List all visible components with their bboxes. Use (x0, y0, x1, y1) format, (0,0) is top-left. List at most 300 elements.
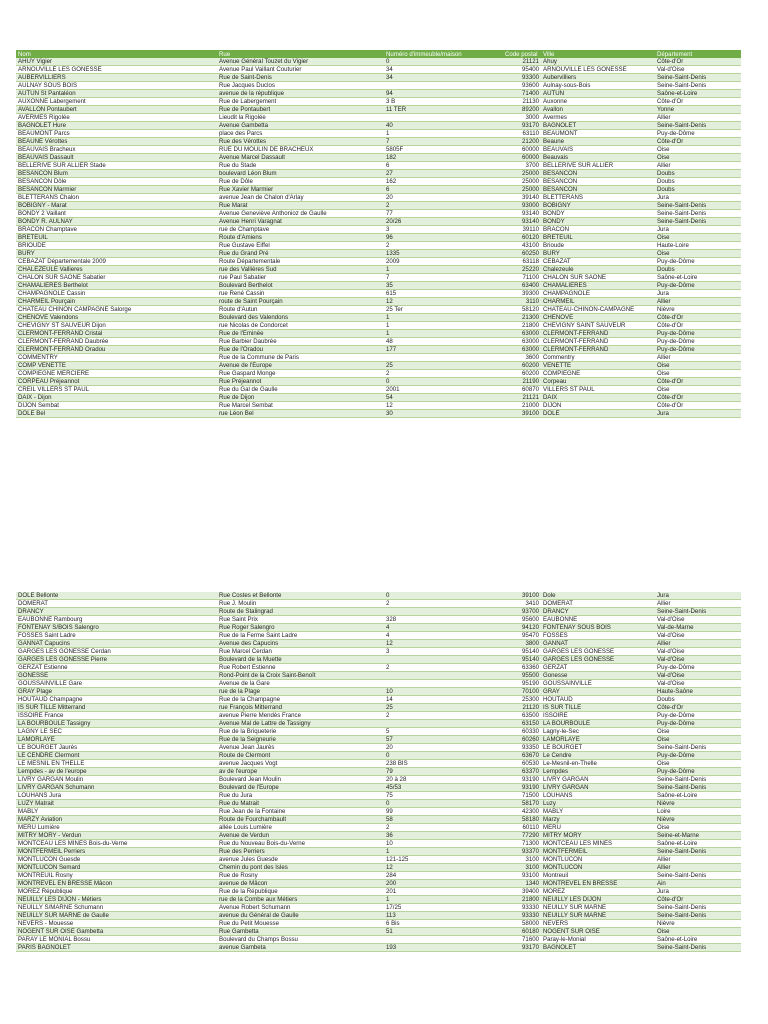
cell-departement: Saône-et-Loire (655, 840, 741, 848)
cell-numero: 201 (384, 888, 503, 896)
cell-departement: Oise (655, 736, 741, 744)
cell-departement: Oise (655, 824, 741, 832)
cell-nom: GERZAT Estienne (16, 664, 217, 672)
cell-numero (384, 720, 503, 728)
cell-code-postal: 95140 (503, 648, 541, 656)
cell-numero: 182 (384, 154, 503, 162)
cell-rue: Avenue de l'Europe (217, 362, 384, 370)
cell-ville: MONTLUCON (541, 856, 655, 864)
cell-nom: AHUY Vigier (16, 58, 217, 66)
table-row (16, 904, 741, 912)
cell-departement: Nièvre (655, 920, 741, 928)
table-row (16, 840, 741, 848)
cell-ville: DIJON (541, 402, 655, 410)
cell-numero: 51 (384, 928, 503, 936)
cell-rue: avenue du Général de Gaulle (217, 912, 384, 920)
cell-ville: Corpeau (541, 378, 655, 386)
cell-code-postal: 58180 (503, 816, 541, 824)
cell-departement: Puy-de-Dôme (655, 338, 741, 346)
table-row (16, 338, 741, 346)
cell-numero: 0 (384, 378, 503, 386)
cell-code-postal: 39100 (503, 410, 541, 418)
cell-rue: boulevard Léon Blum (217, 170, 384, 178)
table-row (16, 792, 741, 800)
store-list-table-1 (16, 50, 741, 418)
cell-nom: MONTFERMEIL Perriers (16, 848, 217, 856)
header-ville: Ville (541, 50, 655, 58)
cell-ville: Brioude (541, 242, 655, 250)
cell-departement: Puy-de-Dôme (655, 768, 741, 776)
cell-numero: 20 (384, 744, 503, 752)
cell-ville: GARGES LES GONESSE (541, 648, 655, 656)
cell-ville: BEAUVAIS (541, 146, 655, 154)
cell-rue: allée Louis Lumière (217, 824, 384, 832)
cell-ville: GARGES LES GONESSE (541, 656, 655, 664)
table-row (16, 282, 741, 290)
cell-numero: 3 (384, 226, 503, 234)
cell-numero: 25 (384, 362, 503, 370)
cell-numero: 20/26 (384, 218, 503, 226)
cell-nom: CLERMONT-FERRAND Daubrée (16, 338, 217, 346)
cell-code-postal: 63150 (503, 720, 541, 728)
cell-departement: Côte-d'Or (655, 378, 741, 386)
cell-numero: 54 (384, 394, 503, 402)
cell-rue: rue de Champtave (217, 226, 384, 234)
cell-nom: BESANCON Blum (16, 170, 217, 178)
cell-departement: Puy-de-Dôme (655, 664, 741, 672)
cell-ville: MOREZ (541, 888, 655, 896)
cell-departement: Seine-Saint-Denis (655, 608, 741, 616)
cell-rue: Avenue de Verdun (217, 832, 384, 840)
cell-departement: Loire (655, 808, 741, 816)
table-row (16, 362, 741, 370)
cell-rue: rue René Cassin (217, 290, 384, 298)
cell-nom: BRACON Champtave (16, 226, 217, 234)
store-list-table-2 (16, 592, 741, 952)
cell-nom: LAMORLAYE (16, 736, 217, 744)
cell-departement: Puy-de-Dôme (655, 282, 741, 290)
table-row (16, 776, 741, 784)
cell-nom: COMP VENETTE (16, 362, 217, 370)
cell-numero: 79 (384, 768, 503, 776)
cell-nom: CEBAZAT Départementale 2009 (16, 258, 217, 266)
cell-rue: Rue Marat (217, 202, 384, 210)
cell-code-postal: 21121 (503, 394, 541, 402)
cell-departement: Seine-Saint-Denis (655, 122, 741, 130)
cell-numero: 2 (384, 824, 503, 832)
cell-numero: 200 (384, 880, 503, 888)
cell-code-postal: 21130 (503, 98, 541, 106)
cell-code-postal: 60200 (503, 362, 541, 370)
cell-ville: IS SUR TILLE (541, 704, 655, 712)
table-row (16, 370, 741, 378)
cell-nom: DOMERAT (16, 600, 217, 608)
cell-departement: Jura (655, 592, 741, 600)
cell-ville: LIVRY GARGAN (541, 776, 655, 784)
cell-code-postal: 3100 (503, 864, 541, 872)
cell-ville: VENETTE (541, 362, 655, 370)
cell-numero: 14 (384, 696, 503, 704)
cell-nom: CLERMONT-FERRAND Oradou (16, 346, 217, 354)
cell-numero: 34 (384, 66, 503, 74)
cell-numero: 1 (384, 896, 503, 904)
cell-nom: CHALON SUR SAONE Sabatier (16, 274, 217, 282)
cell-code-postal: 71400 (503, 90, 541, 98)
table-row (16, 936, 741, 944)
cell-numero: 27 (384, 170, 503, 178)
cell-rue: Rue Jean de la Fontaine (217, 808, 384, 816)
table-row (16, 226, 741, 234)
cell-ville: Gonesse (541, 672, 655, 680)
table-row (16, 346, 741, 354)
cell-code-postal: 39140 (503, 194, 541, 202)
cell-nom: LUZY Matrait (16, 800, 217, 808)
cell-rue: Boulevard de l'Europe (217, 784, 384, 792)
cell-ville: GOUSSAINVILLE (541, 680, 655, 688)
cell-nom: DOLE Bellonte (16, 592, 217, 600)
table-row (16, 74, 741, 82)
cell-numero: 20 à 28 (384, 776, 503, 784)
cell-ville: BELLERIVE SUR ALLIER (541, 162, 655, 170)
cell-nom: MONTREVEL EN BRESSE Mâcon (16, 880, 217, 888)
cell-departement: Val-d'Oise (655, 672, 741, 680)
header-code-postal: Code postal (503, 50, 541, 58)
cell-code-postal: 95470 (503, 632, 541, 640)
cell-code-postal: 93140 (503, 218, 541, 226)
cell-numero (384, 608, 503, 616)
cell-nom: GARGES LES GONESSE Cerdan (16, 648, 217, 656)
table-row (16, 880, 741, 888)
cell-rue: Rue Roger Salengro (217, 624, 384, 632)
cell-departement: Jura (655, 410, 741, 418)
cell-numero: 12 (384, 864, 503, 872)
cell-departement: Saône-et-Loire (655, 274, 741, 282)
cell-nom: CORPEAU Préjeannot (16, 378, 217, 386)
cell-rue: Avenue Marcel Dassault (217, 154, 384, 162)
cell-departement: Yonne (655, 106, 741, 114)
cell-code-postal: 1340 (503, 880, 541, 888)
table-row (16, 664, 741, 672)
cell-rue: Route de Fourchambault (217, 816, 384, 824)
table-row (16, 114, 741, 122)
cell-rue: Rue du Petit Mouesse (217, 920, 384, 928)
cell-nom: NEUILLY LES DIJON - Métiers (16, 896, 217, 904)
cell-code-postal: 93000 (503, 202, 541, 210)
cell-departement: Val-d'Oise (655, 66, 741, 74)
cell-rue: Rue de la Ferme Saint Ladre (217, 632, 384, 640)
cell-code-postal: 3110 (503, 298, 541, 306)
cell-departement: Doubs (655, 696, 741, 704)
cell-code-postal: 71300 (503, 840, 541, 848)
cell-departement: Oise (655, 760, 741, 768)
cell-nom: BESANCON Marmier (16, 186, 217, 194)
cell-code-postal: 60180 (503, 928, 541, 936)
cell-ville: MONTLUCON (541, 864, 655, 872)
cell-numero: 0 (384, 58, 503, 66)
cell-departement: Allier (655, 298, 741, 306)
cell-departement: Oise (655, 250, 741, 258)
table-row (16, 816, 741, 824)
cell-nom: CLERMONT-FERRAND Cristal (16, 330, 217, 338)
cell-rue: Boulevard Berthelot (217, 282, 384, 290)
cell-rue: Rue du Jura (217, 792, 384, 800)
cell-code-postal: 60250 (503, 250, 541, 258)
cell-ville: DAIX (541, 394, 655, 402)
cell-rue: rue de la Combe aux Métiers (217, 896, 384, 904)
cell-rue: Avenue des Capucins (217, 640, 384, 648)
cell-nom: MITRY MORY - Verdun (16, 832, 217, 840)
cell-rue: Rue de Dôle (217, 178, 384, 186)
cell-code-postal: 39100 (503, 592, 541, 600)
cell-nom: AVERMES Rigolée (16, 114, 217, 122)
table-row (16, 712, 741, 720)
cell-ville: NEUILLY LES DIJON (541, 896, 655, 904)
cell-ville: Luzy (541, 800, 655, 808)
cell-numero: 5805F (384, 146, 503, 154)
cell-code-postal: 63400 (503, 282, 541, 290)
cell-ville: BONDY (541, 218, 655, 226)
cell-ville: BESANCON (541, 186, 655, 194)
table-row (16, 242, 741, 250)
table-row (16, 146, 741, 154)
cell-code-postal: 60000 (503, 146, 541, 154)
cell-code-postal: 21190 (503, 378, 541, 386)
cell-code-postal: 63118 (503, 258, 541, 266)
table-body-1 (16, 58, 741, 418)
cell-ville: Beauvais (541, 154, 655, 162)
cell-departement: Puy-de-Dôme (655, 712, 741, 720)
cell-departement: Nièvre (655, 816, 741, 824)
cell-code-postal: 93190 (503, 776, 541, 784)
cell-ville: BLETTERANS (541, 194, 655, 202)
table-row (16, 138, 741, 146)
cell-rue: Rue de la République (217, 888, 384, 896)
cell-numero (384, 114, 503, 122)
cell-rue: Lieudit la Rigolée (217, 114, 384, 122)
cell-rue: Chemin du pont des Isles (217, 864, 384, 872)
cell-code-postal: 58000 (503, 920, 541, 928)
cell-ville: Montreuil (541, 872, 655, 880)
cell-code-postal: 95400 (503, 66, 541, 74)
cell-departement: Allier (655, 864, 741, 872)
cell-code-postal: 60530 (503, 760, 541, 768)
cell-departement: Ain (655, 880, 741, 888)
cell-departement: Puy-de-Dôme (655, 330, 741, 338)
cell-code-postal: 93170 (503, 122, 541, 130)
cell-code-postal: 3000 (503, 114, 541, 122)
cell-code-postal: 63500 (503, 712, 541, 720)
cell-departement: Oise (655, 362, 741, 370)
table-row (16, 728, 741, 736)
cell-rue: Rue du Matrait (217, 800, 384, 808)
table-row (16, 616, 741, 624)
cell-numero: 615 (384, 290, 503, 298)
cell-nom: ARNOUVILLE LES GONESSE (16, 66, 217, 74)
table-row (16, 202, 741, 210)
cell-rue: Rue J. Moulin (217, 600, 384, 608)
cell-departement: Seine-Saint-Denis (655, 776, 741, 784)
table-row (16, 66, 741, 74)
cell-rue: Rue Gaspard Monge (217, 370, 384, 378)
cell-numero: 328 (384, 616, 503, 624)
cell-ville: BEAUMONT (541, 130, 655, 138)
cell-code-postal: 63110 (503, 130, 541, 138)
cell-departement: Allier (655, 162, 741, 170)
table-row (16, 354, 741, 362)
cell-numero: 75 (384, 792, 503, 800)
cell-ville: DRANCY (541, 608, 655, 616)
cell-numero: 4 (384, 624, 503, 632)
cell-departement: Val-d'Oise (655, 616, 741, 624)
cell-ville: MONTCEAU LES MINES (541, 840, 655, 848)
cell-rue: Boulevard de la Muette (217, 656, 384, 664)
cell-rue: Route de Stalingrad (217, 608, 384, 616)
cell-departement: Côte-d'Or (655, 98, 741, 106)
cell-departement: Seine-Saint-Denis (655, 912, 741, 920)
cell-rue: Rue Gambetta (217, 928, 384, 936)
cell-nom: BONDY R. AULNAY (16, 218, 217, 226)
cell-ville: Lempdes (541, 768, 655, 776)
cell-ville: Auxonne (541, 98, 655, 106)
cell-departement: Allier (655, 354, 741, 362)
table-row (16, 266, 741, 274)
cell-code-postal: 93100 (503, 872, 541, 880)
cell-nom: LE MESNIL EN THELLE (16, 760, 217, 768)
table-row (16, 58, 741, 66)
table-row (16, 298, 741, 306)
cell-code-postal: 21120 (503, 704, 541, 712)
cell-rue: Rue Xavier Marmier (217, 186, 384, 194)
cell-ville: LIVRY GARGAN (541, 784, 655, 792)
cell-rue: rue Nicolas de Condorcet (217, 322, 384, 330)
cell-rue: Rue des Vérottes (217, 138, 384, 146)
cell-ville: BURY (541, 250, 655, 258)
cell-numero: 177 (384, 346, 503, 354)
cell-ville: CLERMONT-FERRAND (541, 338, 655, 346)
cell-numero: 2001 (384, 386, 503, 394)
cell-numero: 2 (384, 370, 503, 378)
cell-departement: Saône-et-Loire (655, 936, 741, 944)
cell-code-postal: 21121 (503, 58, 541, 66)
cell-rue: Avenue Général Touzet du Vigier (217, 58, 384, 66)
cell-numero: 7 (384, 138, 503, 146)
cell-nom: HOUTAUD Champagne (16, 696, 217, 704)
cell-numero: 284 (384, 872, 503, 880)
cell-code-postal: 3800 (503, 640, 541, 648)
table-row (16, 872, 741, 880)
cell-nom: CHARMEIL Pourçain (16, 298, 217, 306)
cell-departement: Puy-de-Dôme (655, 346, 741, 354)
cell-ville: BONDY (541, 210, 655, 218)
cell-numero (384, 82, 503, 90)
cell-departement: Seine-Saint-Denis (655, 784, 741, 792)
cell-numero: 10 (384, 688, 503, 696)
table-row (16, 920, 741, 928)
cell-nom: FOSSES Saint Ladre (16, 632, 217, 640)
cell-nom: CHAMPAGNOLE Cassin (16, 290, 217, 298)
cell-nom: BEAUVAIS Dassault (16, 154, 217, 162)
table-row (16, 784, 741, 792)
cell-departement: Côte-d'Or (655, 322, 741, 330)
cell-rue: Route de Clermont (217, 752, 384, 760)
cell-departement: Seine-Saint-Denis (655, 218, 741, 226)
cell-numero: 25 (384, 704, 503, 712)
cell-ville: CHATEAU-CHINON-CAMPAGNE (541, 306, 655, 314)
cell-numero: 0 (384, 800, 503, 808)
cell-ville: BESANCON (541, 178, 655, 186)
cell-departement: Allier (655, 640, 741, 648)
cell-departement: Haute-Saône (655, 688, 741, 696)
cell-rue: place des Parcs (217, 130, 384, 138)
cell-nom: COMMENTRY (16, 354, 217, 362)
table-row (16, 98, 741, 106)
cell-ville: CHAMPAGNOLE (541, 290, 655, 298)
table-row (16, 864, 741, 872)
cell-code-postal: 60000 (503, 154, 541, 162)
cell-numero: 0 (384, 592, 503, 600)
table-row (16, 386, 741, 394)
cell-code-postal: 39400 (503, 888, 541, 896)
cell-code-postal: 63000 (503, 330, 541, 338)
cell-ville: COMPIEGNE (541, 370, 655, 378)
cell-code-postal: 39300 (503, 290, 541, 298)
cell-rue: Rue Marcel Cerdan (217, 648, 384, 656)
cell-ville: CEBAZAT (541, 258, 655, 266)
table-row (16, 394, 741, 402)
cell-rue: rue de la Plage (217, 688, 384, 696)
cell-rue: Avenue Robert Schumann (217, 904, 384, 912)
cell-code-postal: 94120 (503, 624, 541, 632)
cell-rue: Rue du Gal de Gaulle (217, 386, 384, 394)
cell-ville: NOGENT SUR OISE (541, 928, 655, 936)
cell-departement: Côte-d'Or (655, 402, 741, 410)
cell-code-postal: 63360 (503, 664, 541, 672)
cell-numero: 238 BIS (384, 760, 503, 768)
table-row (16, 162, 741, 170)
table-row (16, 808, 741, 816)
cell-nom: BOBIGNY - Marat (16, 202, 217, 210)
cell-rue: Rue du Stade (217, 162, 384, 170)
cell-numero: 1 (384, 322, 503, 330)
table-row (16, 752, 741, 760)
cell-departement: Seine-Saint-Denis (655, 210, 741, 218)
cell-numero: 12 (384, 298, 503, 306)
cell-ville: BOBIGNY (541, 202, 655, 210)
cell-rue: Rue du Nouveau Bois-du-Verne (217, 840, 384, 848)
cell-code-postal: 25000 (503, 178, 541, 186)
cell-departement: Doubs (655, 186, 741, 194)
cell-departement: Val-de-Marne (655, 624, 741, 632)
cell-departement: Oise (655, 370, 741, 378)
cell-nom: CHENOVE Valendons (16, 314, 217, 322)
cell-departement: Jura (655, 194, 741, 202)
cell-numero: 4 (384, 632, 503, 640)
cell-ville: BAGNOLET (541, 122, 655, 130)
cell-departement: Val-d'Oise (655, 648, 741, 656)
cell-departement: Saône-et-Loire (655, 792, 741, 800)
cell-nom: GRAY Plage (16, 688, 217, 696)
table-row (16, 330, 741, 338)
cell-code-postal: 93330 (503, 912, 541, 920)
cell-ville: CHEVIGNY SAINT SAUVEUR (541, 322, 655, 330)
table-row (16, 648, 741, 656)
cell-code-postal: 60260 (503, 736, 541, 744)
cell-ville: ISSOIRE (541, 712, 655, 720)
cell-departement: Côte-d'Or (655, 138, 741, 146)
cell-code-postal: 93700 (503, 608, 541, 616)
cell-departement: Seine-Saint-Denis (655, 74, 741, 82)
cell-departement: Seine-Saint-Denis (655, 744, 741, 752)
